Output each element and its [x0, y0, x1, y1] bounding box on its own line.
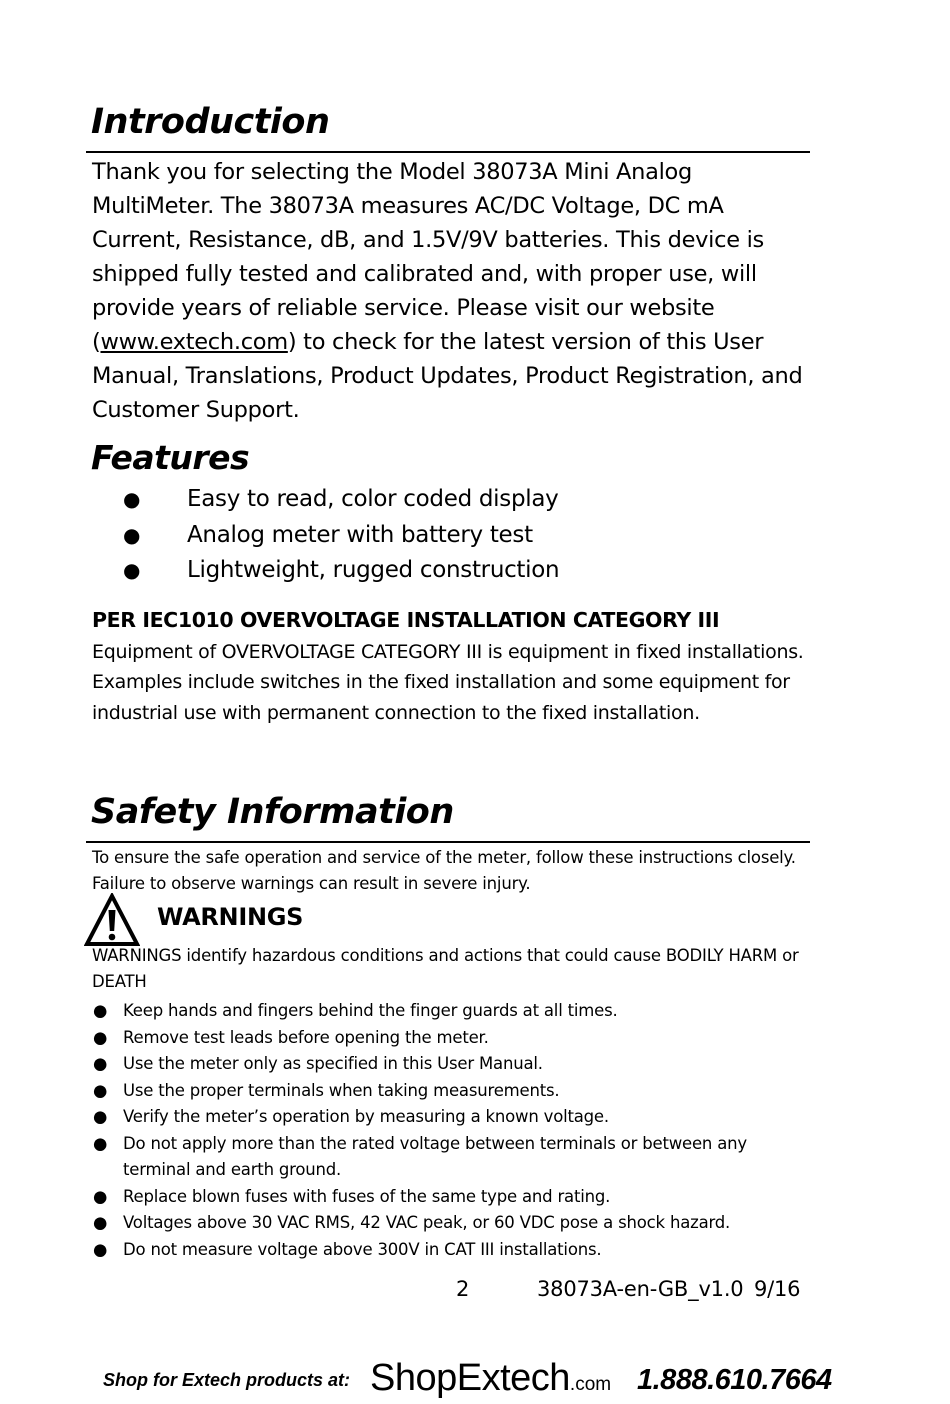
feature-text: Analog meter with battery test	[187, 521, 533, 548]
category-paragraph: Equipment of OVERVOLTAGE CATEGORY III is equipment in fixed installations. Examples include switches in the fixed installation and some equipment for industrial use with permanent connection to the fixed installation.	[92, 641, 804, 724]
introduction-rule	[86, 151, 810, 153]
feature-item	[92, 482, 792, 518]
warnings-paragraph: WARNINGS identify hazardous conditions and actions that could cause BODILY HARM or DEATH	[92, 946, 799, 991]
bullet-icon: ●	[93, 1186, 108, 1206]
features-heading: Features	[91, 438, 250, 477]
bullet-icon: ●	[93, 1080, 108, 1100]
warning-item	[92, 1078, 812, 1105]
introduction-heading: Introduction	[91, 102, 330, 142]
bullet-icon: ●	[123, 487, 141, 511]
warning-item	[92, 1210, 812, 1237]
warning-item	[92, 1051, 812, 1078]
warning-text: Replace blown fuses with fuses of the same type and rating.	[123, 1186, 611, 1206]
feature-text: Lightweight, rugged construction	[187, 557, 560, 583]
shop-brand-tld: .com	[569, 1374, 612, 1395]
warning-item	[92, 1104, 812, 1131]
safety-rule	[86, 841, 810, 843]
shop-brand[interactable]	[370, 1356, 611, 1404]
warning-text: Use the proper terminals when taking measurements.	[123, 1080, 560, 1100]
warning-text: Do not measure voltage above 300V in CAT III installations.	[123, 1239, 602, 1259]
warning-item	[92, 1184, 812, 1211]
bullet-icon: ●	[93, 1054, 108, 1073]
warning-text: Verify the meter’s operation by measuring a known voltage.	[123, 1107, 609, 1126]
bullet-icon: ●	[93, 1107, 108, 1126]
website-link[interactable]: www.extech.com	[100, 329, 288, 355]
feature-item	[92, 518, 792, 554]
warning-item	[92, 1131, 812, 1184]
warning-text: Keep hands and fingers behind the finger guards at all times.	[123, 1001, 618, 1020]
introduction-text-start: Thank you for selecting the Model 38073A Mini Analog MultiMeter. The 38073A measures AC/DC Voltage, DC mA Current, Resistance, dB, and 1.5V/9V batteries. This device is shipped fully tested and calibrated and, with proper use, will provide years of reliable service. Please visit our website (	[92, 159, 764, 355]
shop-phone: 1.888.610.7664	[637, 1364, 832, 1396]
category-heading: PER IEC1010 OVERVOLTAGE INSTALLATION CATEGORY III	[92, 608, 720, 632]
bullet-icon: ●	[93, 1239, 108, 1259]
shop-banner	[0, 1348, 950, 1404]
warning-item	[92, 1237, 812, 1264]
introduction-paragraph	[92, 155, 812, 427]
page-number: 2	[456, 1277, 470, 1301]
bullet-icon: ●	[93, 1027, 108, 1047]
document-version: 38073A-en-GB_v1.0 9/16	[537, 1277, 801, 1301]
feature-item	[92, 553, 792, 589]
warning-text: Use the meter only as specified in this User Manual.	[123, 1054, 543, 1073]
safety-heading: Safety Information	[91, 792, 454, 832]
warning-item	[92, 998, 812, 1025]
safety-paragraph: To ensure the safe operation and service of the meter, follow these instructions closely. Failure to observe warnings can result in severe injury.	[92, 848, 796, 893]
warning-triangle-icon	[84, 893, 140, 947]
bullet-icon: ●	[93, 1213, 108, 1232]
bullet-icon: ●	[123, 522, 141, 547]
warning-text: Do not apply more than the rated voltage between terminals or between any terminal and earth ground.	[123, 1133, 747, 1179]
feature-text: Easy to read, color coded display	[187, 486, 559, 512]
shop-brand-name: ShopExtech	[370, 1357, 570, 1399]
warnings-heading: WARNINGS	[157, 903, 304, 931]
features-list	[92, 482, 792, 589]
warning-text: Voltages above 30 VAC RMS, 42 VAC peak, or 60 VDC pose a shock hazard.	[123, 1213, 731, 1232]
bullet-icon: ●	[123, 558, 141, 582]
bullet-icon: ●	[93, 1001, 108, 1020]
warning-item	[92, 1025, 812, 1052]
introduction-text-end: ) to check for the latest version of this User Manual, Translations, Product Updates, Product Registration, and Customer Support.	[92, 329, 803, 423]
warnings-list	[92, 998, 812, 1263]
bullet-icon: ●	[93, 1133, 108, 1153]
warning-text: Remove test leads before opening the meter.	[123, 1027, 489, 1047]
shop-label: Shop for Extech products at:	[103, 1370, 351, 1390]
